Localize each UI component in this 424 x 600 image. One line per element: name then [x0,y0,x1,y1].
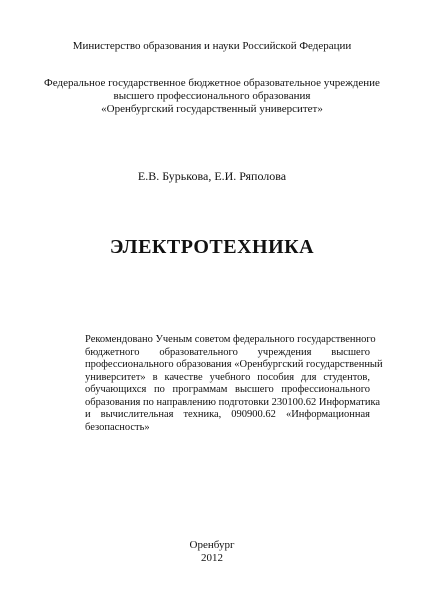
recommendation-line: профессионального образования «Оренбургский государственный [85,359,383,370]
recommendation-line: безопасность» [85,421,150,433]
recommendation-line: образования по направлению подготовки 230100.62 Информатика [85,396,381,408]
document-title: ЭЛЕКТРОТЕХНИКА [109,236,315,258]
recommendation-line: Рекомендовано Ученым советом федерального государственного [85,334,376,345]
institution-line: высшего профессионального образования [113,90,311,102]
institution-block [0,77,424,116]
recommendation-line: обучающихся по программам высшего профессионального [85,384,370,395]
recommendation-line: и вычислительная техника, 090900.62 «Информационная [85,409,370,420]
institution-line: Федеральное государственное бюджетное образовательное учреждение [44,77,380,89]
imprint-year: 2012 [201,552,223,564]
recommendation-block [85,334,383,434]
recommendation-line: университет» в качестве учебного пособия для студентов, [85,371,370,383]
ministry-line: Министерство образования и науки Российской Федерации [72,40,352,52]
recommendation-line: бюджетного образовательного учреждения высшего [85,346,370,358]
authors: Е.В. Бурькова, Е.И. Ряполова [137,169,287,183]
institution-line: «Оренбургский государственный университет» [101,103,323,115]
imprint-city: Оренбург [189,539,235,551]
